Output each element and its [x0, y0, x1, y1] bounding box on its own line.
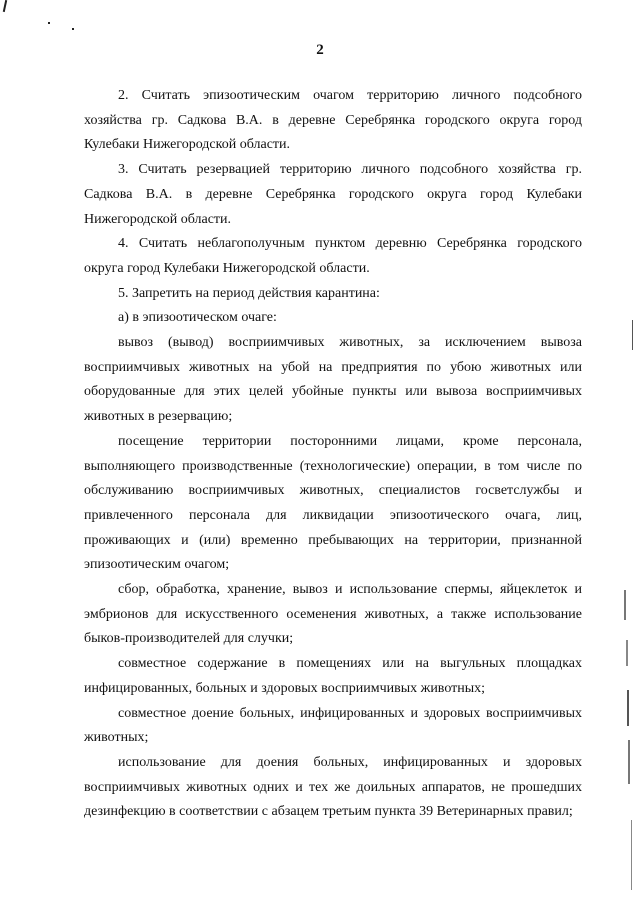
scan-mark	[3, 0, 7, 12]
paragraph-item-3: 3. Считать резервацией территорию личного подсобного хозяйства гр. Садкова В.А. в деревне Серебрянка городского округа город Кулебаки Нижегородской области.	[84, 162, 582, 227]
paragraph-milking-equipment-ban: использование для доения больных, инфицированных и здоровых восприимчивых животных одних и тех же доильных аппаратов, не прошедших дезинфекцию в соответствии с абзацем третьим пункта 39 Ветеринарных правил;	[84, 754, 582, 820]
scan-speck	[72, 28, 74, 30]
page-number: 2	[316, 42, 324, 58]
paragraph-item-5: 5. Запретить на период действия карантина:	[118, 285, 380, 301]
scan-edge-mark	[631, 820, 632, 890]
scan-edge-mark	[627, 690, 629, 726]
paragraph-visit-ban: посещение территории посторонними лицами, кроме персонала, выполняющего производственные (технологические) операции, в том числе по обслуживанию восприимчивых животных, специалистов госветслужбы и привлеченного персонала для ликвидации эпизоотического очага, лиц, проживающих и (или) временно пребывающих на территории, признанной эпизоотическим очагом;	[84, 433, 582, 573]
paragraph-joint-milking-ban: совместное доение больных, инфицированных и здоровых восприимчивых животных;	[84, 705, 582, 746]
scan-edge-mark	[626, 640, 628, 666]
scan-edge-mark	[624, 590, 626, 620]
paragraph-subitem-a: а) в эпизоотическом очаге:	[118, 310, 277, 326]
paragraph-semen-ban: сбор, обработка, хранение, вывоз и использование спермы, яйцеклеток и эмбрионов для искусственного осеменения животных, а также использование быков-производителей для случки;	[84, 582, 582, 647]
paragraph-item-2: 2. Считать эпизоотическим очагом территорию личного подсобного хозяйства гр. Садкова В.А. в деревне Серебрянка городского округа город Кулебаки Нижегородской области.	[84, 88, 582, 153]
document-body	[84, 84, 582, 825]
paragraph-joint-keeping-ban: совместное содержание в помещениях или на выгульных площадках инфицированных, больных и здоровых восприимчивых животных;	[84, 656, 582, 696]
scan-edge-mark	[632, 320, 633, 350]
scan-edge-mark	[628, 740, 630, 784]
paragraph-item-4: 4. Считать неблагополучным пунктом деревню Серебрянка городского округа город Кулебаки Нижегородской области.	[84, 236, 582, 276]
paragraph-removal-ban: вывоз (вывод) восприимчивых животных, за исключением вывоза восприимчивых животных на убой на предприятия по убою животных или оборудованные для этих целей убойные пункты или вывоза восприимчивых животных в резервацию;	[84, 335, 582, 425]
scan-speck	[48, 22, 50, 24]
